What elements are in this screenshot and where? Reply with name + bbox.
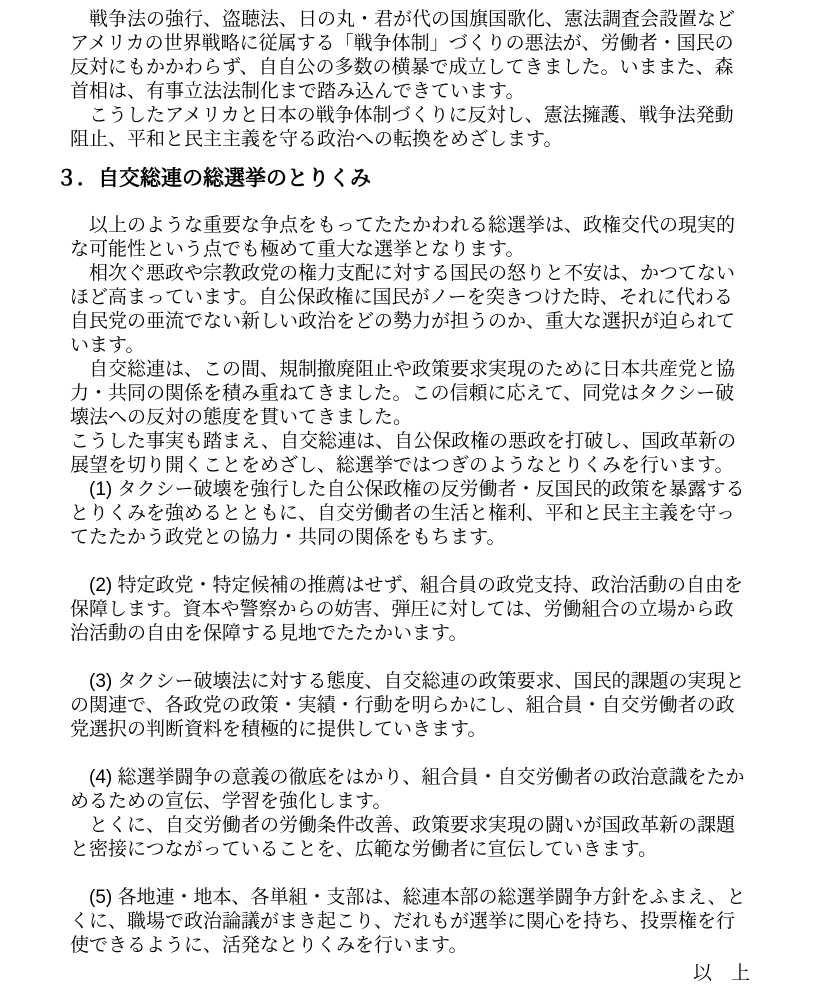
list-item-1: (1) タクシー破壊を強行した自公保政権の反労働者・反国民的政策を暴露するとりくみを強めるとともに、自交労働者の生活と権利、平和と民主主義を守ってたたかう政党との協力・共同の関係をもちます。 xyxy=(70,479,745,548)
section-heading: ３．自交総連の総選挙のとりくみ xyxy=(56,167,371,190)
list-item-4: (4) 総選挙闘争の意義の徹底をはかり、組合員・自交労働者の政治意識をたかめるための宣伝、学習を強化します。 xyxy=(70,767,745,812)
body-paragraph-3: 自交総連は、この間、規制撤廃阻止や政策要求実現のために日本共産党と協力・共同の関係を積み重ねてきました。この信頼に応えて、同党はタクシー破壊法への反対の態度を貫いてきました。 xyxy=(70,359,736,428)
intro-paragraph-1: 戦争法の強行、盗聴法、日の丸・君が代の国旗国歌化、憲法調査会設置などアメリカの世界戦略に従属する「戦争体制」づくりの悪法が、労働者・国民の反対にもかかわらず、自自公の多数の横暴で成立してきました。いままた、森首相は、有事立法法制化まで踏み込んできています。 xyxy=(70,9,736,102)
closing-mark: 以 上 xyxy=(692,963,750,984)
list-item-3: (3) タクシー破壊法に対する態度、自交総連の政策要求、国民的課題の実現との関連で、各政党の政策・実績・行動を明らかにし、組合員・自交労働者の政党選択の判断資料を積極的に提供していきます。 xyxy=(70,671,745,740)
body-paragraph-4: こうした事実も踏まえ、自交総連は、自公保政権の悪政を打破し、国政革新の展望を切り開くことをめざし、総選挙ではつぎのようなとりくみを行います。 xyxy=(70,431,737,476)
list-item-4-continued: とくに、自交労働者の労働条件改善、政策要求実現の闘いが国政革新の課題と密接につながっていることを、広範な労働者に宣伝していきます。 xyxy=(70,815,736,860)
body-paragraph-2: 相次ぐ悪政や宗教政党の権力支配に対する国民の怒りと不安は、かつてないほど高まっています。自公保政権に国民がノーを突きつけた時、それに代わる自民党の亜流でない新しい政治をどの勢力が担うのか、重大な選択が迫られています。 xyxy=(70,263,736,356)
body-paragraph-1: 以上のような重要な争点をもってたたかわれる総選挙は、政権交代の現実的な可能性という点でも極めて重大な選挙となります。 xyxy=(70,215,736,260)
intro-paragraph-2: こうしたアメリカと日本の戦争体制づくりに反対し、憲法擁護、戦争法発動阻止、平和と民主主義を守る政治への転換をめざします。 xyxy=(70,105,734,150)
list-item-2: (2) 特定政党・特定候補の推薦はせず、組合員の政党支持、政治活動の自由を保障します。資本や警察からの妨害、弾圧に対しては、労働組合の立場から政治活動の自由を保障する見地でたたかいます。 xyxy=(70,575,743,644)
list-item-5: (5) 各地連・地本、各単組・支部は、総連本部の総選挙闘争方針をふまえ、とくに、職場で政治論議がまき起こり、だれもが選挙に関心を持ち、投票権を行使できるように、活発なとりくみを行います。 xyxy=(70,887,746,956)
